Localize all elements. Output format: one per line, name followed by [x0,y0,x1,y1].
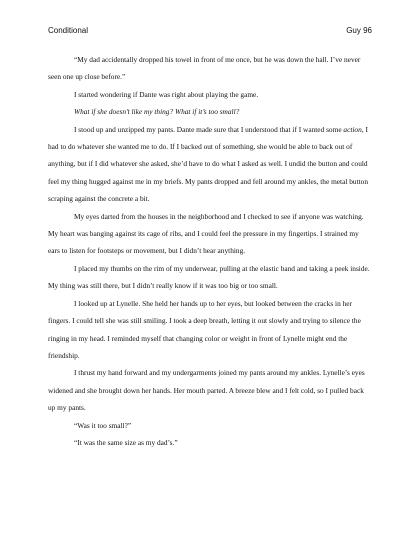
paragraph [48,434,372,451]
paragraph-text: , I had to do whatever she wanted me to do. If I backed out of something, she would be able to back out of anything, but if I did whatever she asked, she’d have to do what I asked as well. I undid the button and could feel my thing hugged against me in my briefs. My pants dropped and fell around my ankles, the metal button scraping against the concrete a bit. [48,124,368,204]
body-text [48,51,372,451]
paragraph [48,208,372,260]
paragraph [48,364,372,416]
paragraph [48,295,372,365]
paragraph [48,121,372,208]
paragraph-text: I looked up at Lynelle. She held her hands up to her eyes, but looked between the cracks in her fingers. I could tell she was still smiling. I took a deep breath, letting it out slowly and trying to silence the ringing in my head. I reminded myself that changing color or weight in front of Lynelle might end the friendship. [48,298,361,360]
paragraph-text: I started wondering if Dante was right about playing the game. [74,89,259,99]
italic-thought: What if she doesn’t like my thing? What if it’s too small? [74,107,240,117]
italic-word: action [343,124,362,134]
paragraph [48,260,372,295]
page-header [48,26,372,38]
paragraph [48,103,372,120]
running-title: Conditional [48,26,89,35]
paragraph-text: I thrust my hand forward and my undergarments joined my pants around my ankles. Lynelle’s eyes widened and she brought down her hands. Her mouth parted. A breeze blew and I felt cold, so I pulled back up my pants. [48,368,365,413]
paragraph-text: “My dad accidentally dropped his towel in front of me once, but he was down the hall. I’ve never seen one up close before.” [48,55,361,82]
paragraph-text: I placed my thumbs on the rim of my underwear, pulling at the elastic band and taking a peek inside. My thing was still there, but I didn’t really know if it was too big or too small. [48,263,370,291]
paragraph-text: “It was the same size as my dad’s.” [74,437,178,447]
paragraph-text: My eyes darted from the houses in the neighborhood and I checked to see if anyone was watching. My heart was banging against its cage of ribs, and I could feel the pressure in my fingertips. I strained my ears to listen for footsteps or movement, but I didn’t hear anything. [48,211,364,256]
paragraph [48,417,372,434]
page-number: Guy 96 [346,26,372,35]
paragraph [48,51,372,86]
paragraph [48,86,372,103]
paragraph-text: “Was it too small?” [74,420,132,430]
paragraph-text: I stood up and unzipped my pants. Dante made sure that I understood that if I wanted some [74,124,344,134]
